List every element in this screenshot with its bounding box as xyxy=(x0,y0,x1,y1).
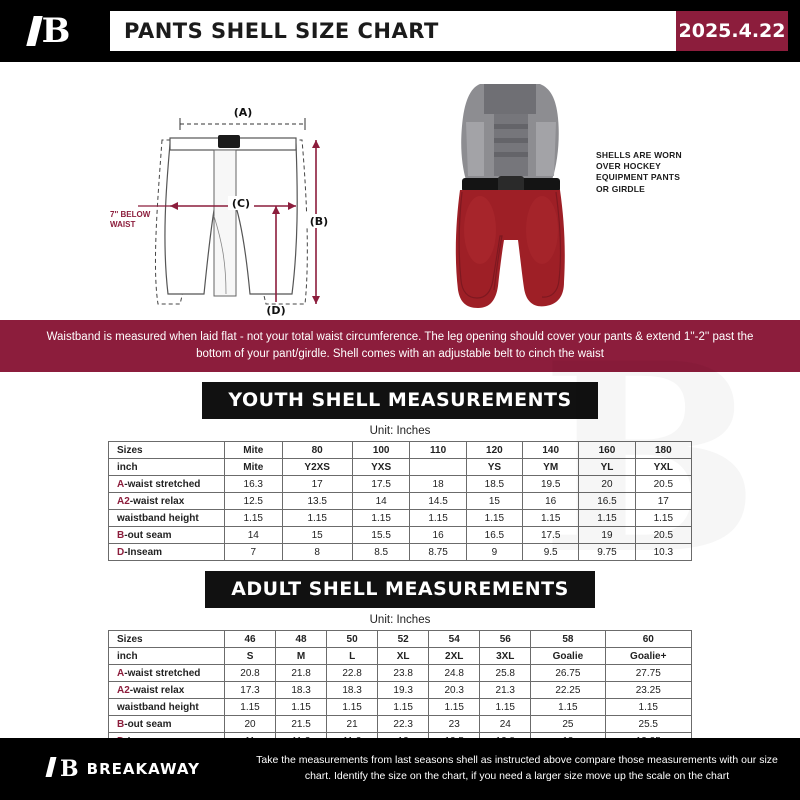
cell: 19.5 xyxy=(523,476,579,493)
svg-text:(D): (D) xyxy=(266,304,286,316)
cell: 14 xyxy=(225,527,283,544)
table-row xyxy=(109,544,692,561)
table-row xyxy=(109,459,692,476)
cell: 17.3 xyxy=(225,682,276,699)
svg-text:(B): (B) xyxy=(309,215,329,228)
cell: 20 xyxy=(225,716,276,733)
cell: 16 xyxy=(523,493,579,510)
cell: 16.3 xyxy=(225,476,283,493)
cell: 17 xyxy=(635,493,691,510)
cell xyxy=(410,459,466,476)
adult-section-title: ADULT SHELL MEASUREMENTS xyxy=(205,571,595,608)
cell: 21.5 xyxy=(276,716,327,733)
cell: 15 xyxy=(466,493,522,510)
cell: 1.15 xyxy=(605,699,691,716)
cell: Sizes xyxy=(109,631,225,648)
cell: 20 xyxy=(579,476,635,493)
svg-text:(C): (C) xyxy=(231,197,251,210)
date-badge: 2025.4.22 xyxy=(676,11,788,51)
youth-section-title: YOUTH SHELL MEASUREMENTS xyxy=(202,382,597,419)
cell: XL xyxy=(378,648,429,665)
table-row xyxy=(109,648,692,665)
cell: 20.8 xyxy=(225,665,276,682)
cell: YXS xyxy=(352,459,410,476)
cell: 1.15 xyxy=(429,699,480,716)
photo-note: SHELLS ARE WORN OVER HOCKEY EQUIPMENT PANTS OR GIRDLE xyxy=(596,150,682,194)
cell: 100 xyxy=(352,442,410,459)
pants-technical-drawing xyxy=(100,66,440,316)
cell: Goalie+ xyxy=(605,648,691,665)
cell: 17.5 xyxy=(523,527,579,544)
cell: 1.15 xyxy=(352,510,410,527)
cell: waistband height xyxy=(109,510,225,527)
table-row xyxy=(109,716,692,733)
cell: 1.15 xyxy=(282,510,352,527)
youth-unit-label: Unit: Inches xyxy=(0,425,800,441)
cell: 26.75 xyxy=(531,665,605,682)
table-row xyxy=(109,665,692,682)
cell: 8 xyxy=(282,544,352,561)
cell: 21 xyxy=(327,716,378,733)
cell: 1.15 xyxy=(225,510,283,527)
cell: 9.75 xyxy=(579,544,635,561)
cell: 15.5 xyxy=(352,527,410,544)
cell: waistband height xyxy=(109,699,225,716)
measurement-instructions-band: Waistband is measured when laid flat - not your total waist circumference. The leg opening should cover your pants & extend 1''-2'' past the bottom of your pant/girdle. Shell comes with an adjustable belt to cinch the waist xyxy=(0,320,800,372)
cell: 56 xyxy=(480,631,531,648)
cell: 1.15 xyxy=(531,699,605,716)
cell: 27.75 xyxy=(605,665,691,682)
table-row xyxy=(109,682,692,699)
cell: 16.5 xyxy=(579,493,635,510)
cell: 180 xyxy=(635,442,691,459)
diagram-section xyxy=(0,62,800,320)
cell: 7 xyxy=(225,544,283,561)
cell: 20.5 xyxy=(635,527,691,544)
cell: YXL xyxy=(635,459,691,476)
adult-section-header xyxy=(0,561,800,614)
table-row xyxy=(109,442,692,459)
waist-callout-label: 7'' BELOW WAIST xyxy=(110,210,151,229)
cell: Sizes xyxy=(109,442,225,459)
product-photo xyxy=(432,80,592,320)
cell: 46 xyxy=(225,631,276,648)
table-row xyxy=(109,510,692,527)
cell: 52 xyxy=(378,631,429,648)
youth-section-header xyxy=(0,372,800,425)
cell: 1.15 xyxy=(276,699,327,716)
youth-size-table xyxy=(108,441,692,561)
cell: A-waist stretched xyxy=(109,476,225,493)
cell: 1.15 xyxy=(579,510,635,527)
cell: A-waist stretched xyxy=(109,665,225,682)
footer-brand-name: BREAKAWAY xyxy=(86,760,200,778)
brand-logo xyxy=(0,0,110,62)
footer-brand xyxy=(0,756,250,782)
title-bar xyxy=(110,11,676,51)
cell: 8.5 xyxy=(352,544,410,561)
table-row xyxy=(109,476,692,493)
cell: 54 xyxy=(429,631,480,648)
cell: B-out seam xyxy=(109,716,225,733)
cell: D-Inseam xyxy=(109,544,225,561)
cell: 140 xyxy=(523,442,579,459)
cell: 1.15 xyxy=(635,510,691,527)
cell: 22.25 xyxy=(531,682,605,699)
cell: YS xyxy=(466,459,522,476)
cell: YL xyxy=(579,459,635,476)
cell: 80 xyxy=(282,442,352,459)
cell: 2XL xyxy=(429,648,480,665)
page-footer xyxy=(0,738,800,800)
cell: 23 xyxy=(429,716,480,733)
adult-unit-label: Unit: Inches xyxy=(0,614,800,630)
cell: YM xyxy=(523,459,579,476)
cell: 1.15 xyxy=(225,699,276,716)
cell: 24 xyxy=(480,716,531,733)
cell: 12.5 xyxy=(225,493,283,510)
cell: 18.3 xyxy=(276,682,327,699)
adult-size-table xyxy=(108,630,692,750)
cell: 20.5 xyxy=(635,476,691,493)
cell: M xyxy=(276,648,327,665)
cell: B-out seam xyxy=(109,527,225,544)
cell: 16 xyxy=(410,527,466,544)
cell: 58 xyxy=(531,631,605,648)
cell: 9 xyxy=(466,544,522,561)
cell: 22.3 xyxy=(378,716,429,733)
cell: A2-waist relax xyxy=(109,682,225,699)
table-row xyxy=(109,527,692,544)
cell: 25.5 xyxy=(605,716,691,733)
cell: 18.5 xyxy=(466,476,522,493)
cell: 17 xyxy=(282,476,352,493)
cell: 15 xyxy=(282,527,352,544)
cell: A2-waist relax xyxy=(109,493,225,510)
cell: 13.5 xyxy=(282,493,352,510)
svg-text:(A): (A) xyxy=(233,106,253,119)
cell: 1.15 xyxy=(480,699,531,716)
cell: 19 xyxy=(579,527,635,544)
table-row xyxy=(109,493,692,510)
cell: inch xyxy=(109,648,225,665)
cell: 50 xyxy=(327,631,378,648)
cell: 21.8 xyxy=(276,665,327,682)
cell: 10.3 xyxy=(635,544,691,561)
cell: Y2XS xyxy=(282,459,352,476)
youth-table-wrap xyxy=(0,441,800,561)
footer-logo-mark: B xyxy=(50,756,79,782)
cell: 20.3 xyxy=(429,682,480,699)
cell: 25 xyxy=(531,716,605,733)
cell: 23.8 xyxy=(378,665,429,682)
cell: 1.15 xyxy=(523,510,579,527)
cell: 14 xyxy=(352,493,410,510)
cell: 25.8 xyxy=(480,665,531,682)
cell: 18 xyxy=(410,476,466,493)
table-row xyxy=(109,699,692,716)
cell: Mite xyxy=(225,442,283,459)
cell: 16.5 xyxy=(466,527,522,544)
cell: L xyxy=(327,648,378,665)
cell: Goalie xyxy=(531,648,605,665)
page-title: PANTS SHELL SIZE CHART xyxy=(124,19,439,43)
cell: 8.75 xyxy=(410,544,466,561)
cell: 3XL xyxy=(480,648,531,665)
cell: Mite xyxy=(225,459,283,476)
cell: S xyxy=(225,648,276,665)
cell: 1.15 xyxy=(327,699,378,716)
adult-table-wrap xyxy=(0,630,800,750)
cell: 17.5 xyxy=(352,476,410,493)
cell: 60 xyxy=(605,631,691,648)
cell: 22.8 xyxy=(327,665,378,682)
cell: 18.3 xyxy=(327,682,378,699)
cell: 160 xyxy=(579,442,635,459)
cell: 23.25 xyxy=(605,682,691,699)
cell: 110 xyxy=(410,442,466,459)
cell: 21.3 xyxy=(480,682,531,699)
footer-instructions: Take the measurements from last seasons shell as instructed above compare those measurements with our size chart. Identify the size on the chart, if you need a larger size move up the scale on the chart xyxy=(256,754,778,782)
cell: 120 xyxy=(466,442,522,459)
cell: 19.3 xyxy=(378,682,429,699)
cell: 48 xyxy=(276,631,327,648)
table-row xyxy=(109,631,692,648)
cell: inch xyxy=(109,459,225,476)
cell: 24.8 xyxy=(429,665,480,682)
logo-letter: B xyxy=(41,11,69,51)
cell: 14.5 xyxy=(410,493,466,510)
cell: 1.15 xyxy=(466,510,522,527)
page-header xyxy=(0,0,800,62)
cell: 1.15 xyxy=(410,510,466,527)
cell: 1.15 xyxy=(378,699,429,716)
cell: 9.5 xyxy=(523,544,579,561)
